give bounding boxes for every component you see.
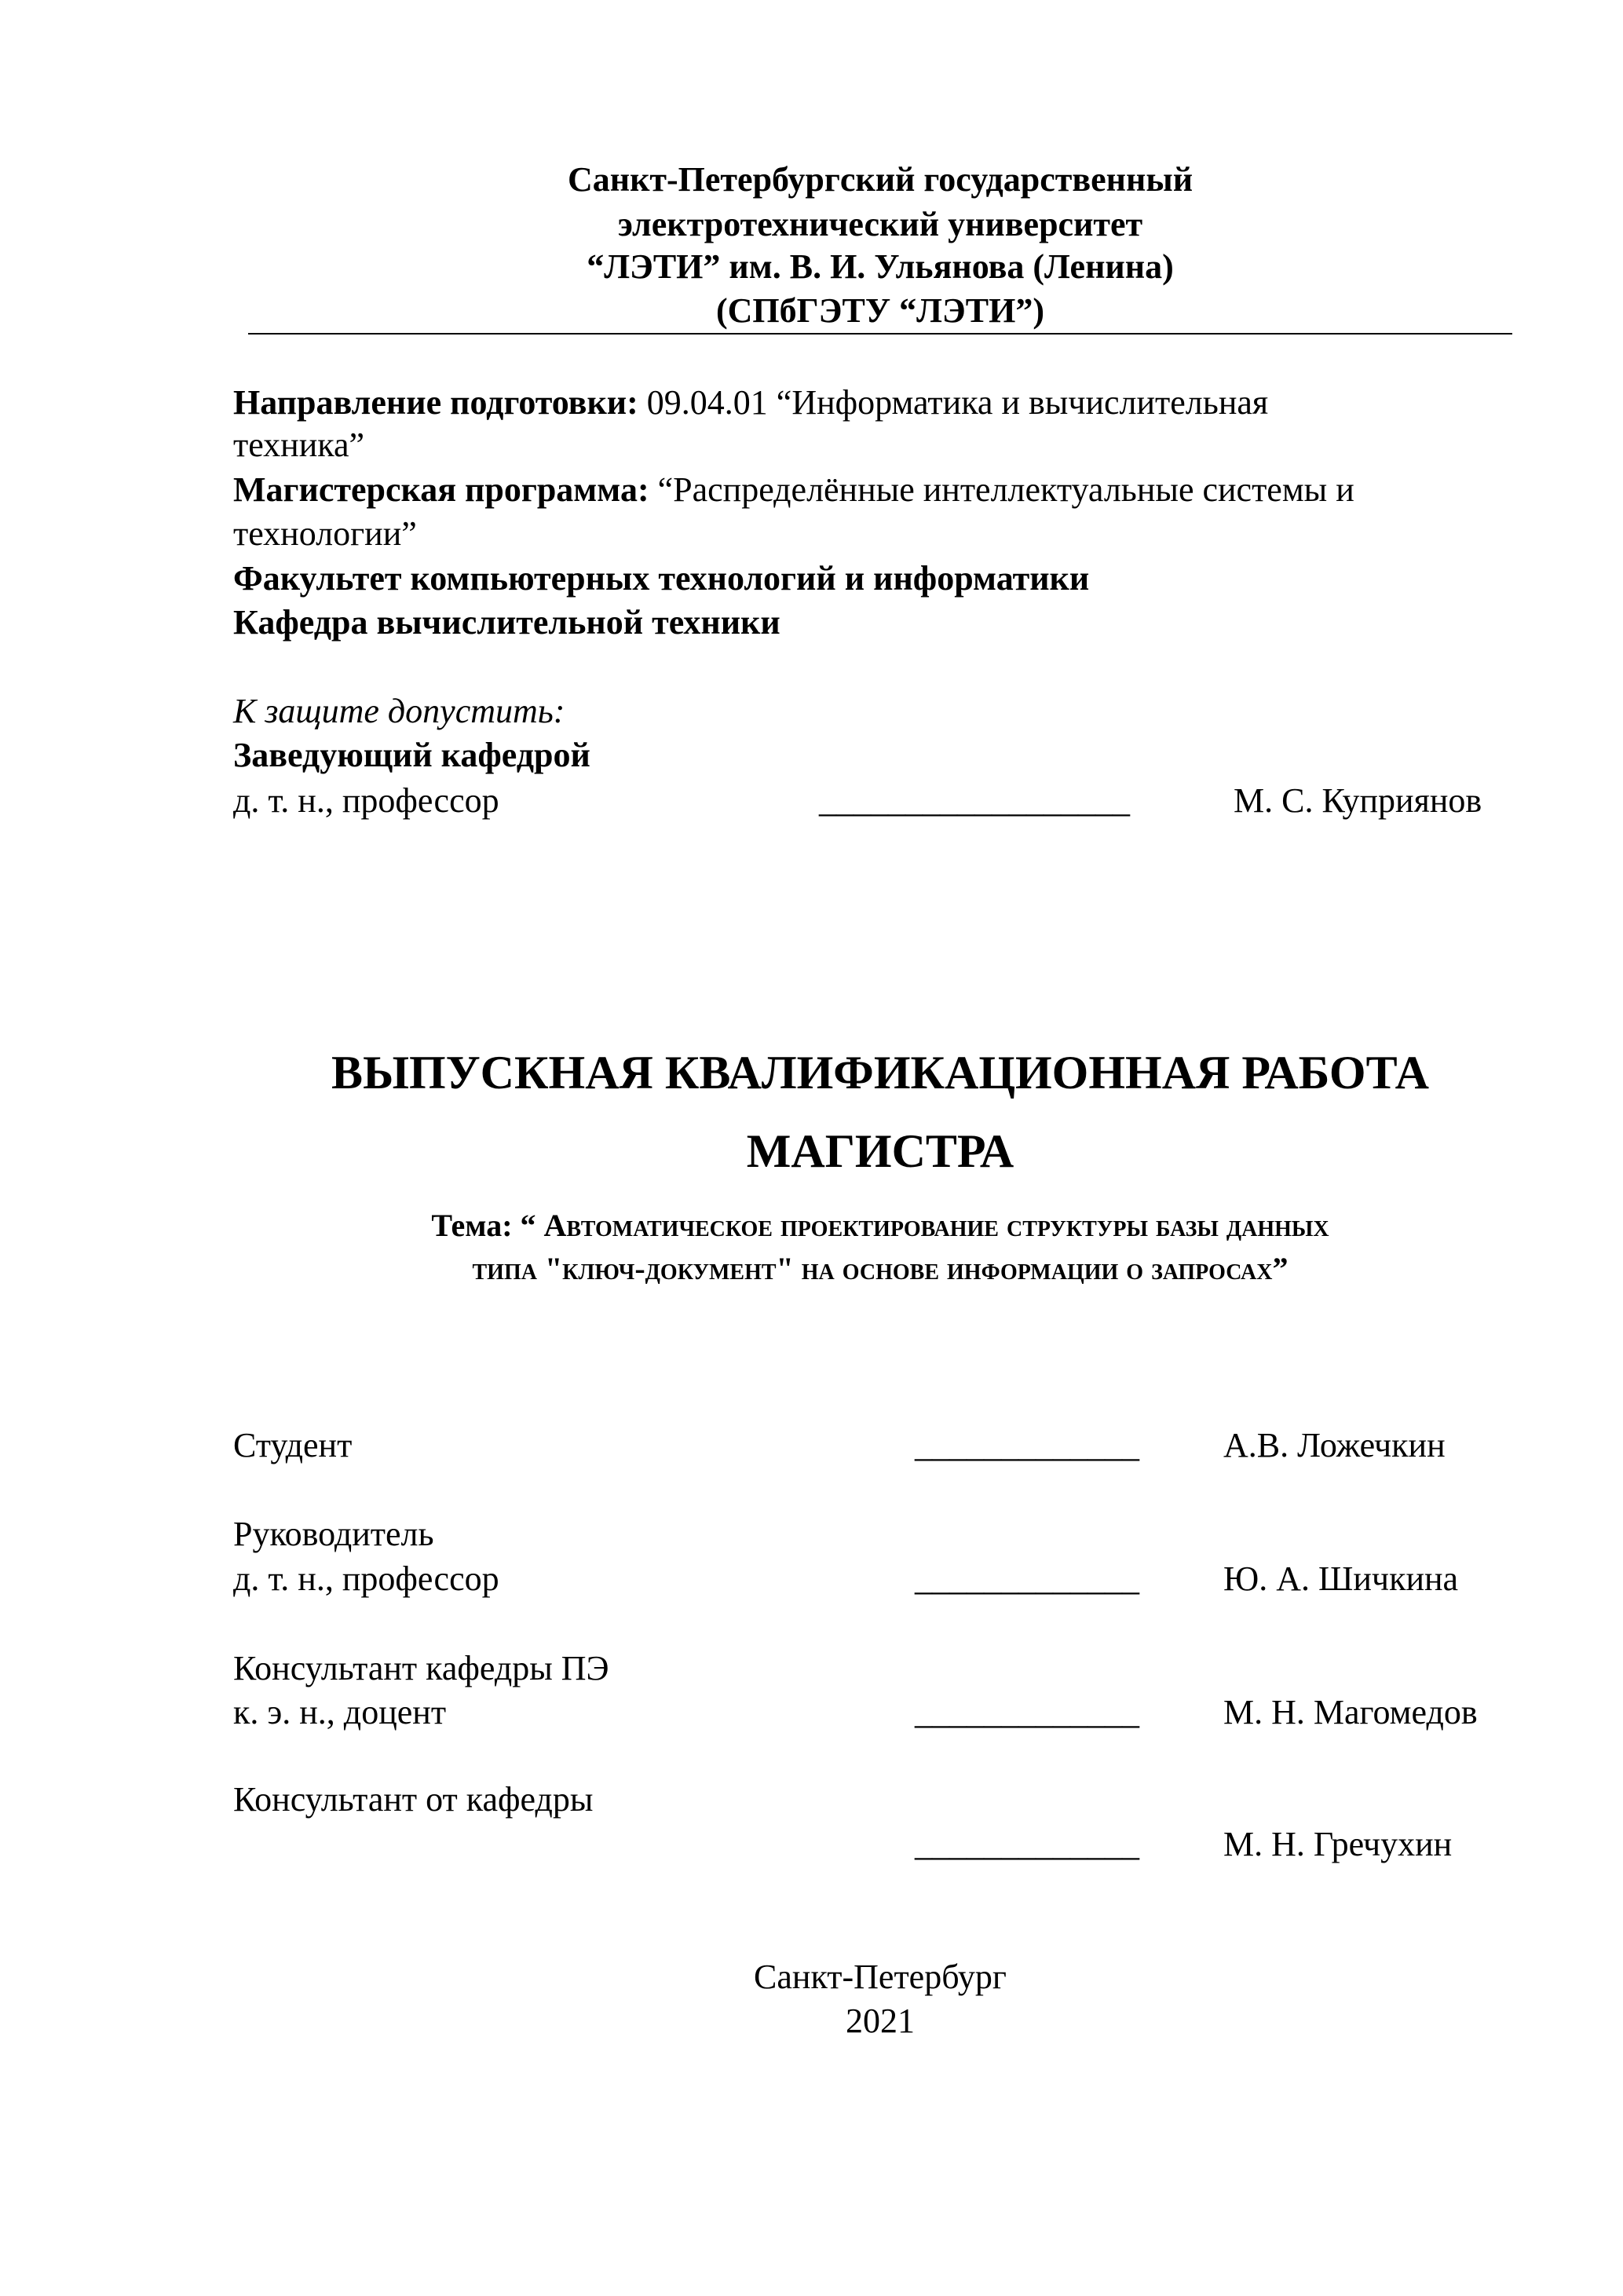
program-value: “Распределённые интеллектуальные системы и [649, 470, 1354, 509]
theme-text: “ Автоматическое проектирование структуры базы данных [512, 1208, 1329, 1243]
direction-value-cont: техника” [233, 426, 365, 464]
head-degree: д. т. н., профессор [233, 781, 499, 820]
university-name-line: “ЛЭТИ” им. В. И. Ульянова (Ленина) [587, 247, 1174, 286]
signature-line: _____________ [915, 1693, 1139, 1731]
consultant-pe-name: М. Н. Магомедов [1223, 1693, 1478, 1731]
title-line: ВЫПУСКНАЯ КВАЛИФИКАЦИОННАЯ РАБОТА [331, 1047, 1429, 1099]
header-divider [248, 333, 1512, 335]
program-label: Магистерская программа: [233, 470, 649, 509]
supervisor-degree: д. т. н., профессор [233, 1559, 499, 1598]
signature-line: _____________ [915, 1426, 1139, 1464]
direction-label: Направление подготовки: [233, 383, 638, 422]
city: Санкт-Петербург [754, 1958, 1007, 1996]
program-value-cont: технологии” [233, 514, 417, 553]
year: 2021 [846, 2002, 915, 2040]
consultant-pe-degree: к. э. н., доцент [233, 1693, 447, 1731]
program-line [233, 468, 1354, 512]
faculty: Факультет компьютерных технологий и информатики [233, 559, 1090, 598]
role-consultant-dept: Консультант от кафедры [233, 1780, 594, 1819]
direction-value: 09.04.01 “Информатика и вычислительная [638, 383, 1269, 422]
signature-line: _____________ [915, 1825, 1139, 1863]
university-name-line: Санкт-Петербургский государственный [567, 160, 1193, 199]
student-name: А.В. Ложечкин [1223, 1426, 1446, 1464]
role-student: Студент [233, 1426, 353, 1464]
signature-line: __________________ [819, 781, 1130, 820]
theme-line: типа "ключ-документ" на основе информации о запросах” [472, 1251, 1289, 1286]
consultant-dept-name: М. Н. Гречухин [1223, 1825, 1453, 1863]
signature-line: _____________ [915, 1559, 1139, 1598]
role-supervisor: Руководитель [233, 1515, 434, 1553]
university-name-line: электротехнический университет [617, 205, 1143, 243]
head-title: Заведующий кафедрой [233, 736, 590, 774]
title-line: МАГИСТРА [746, 1125, 1014, 1177]
head-name: М. С. Куприянов [1234, 781, 1482, 820]
university-abbreviation: (СПбГЭТУ “ЛЭТИ”) [716, 291, 1044, 330]
role-consultant-pe: Консультант кафедры ПЭ [233, 1649, 609, 1687]
theme-label: Тема: [431, 1208, 513, 1243]
supervisor-name: Ю. А. Шичкина [1223, 1559, 1459, 1598]
admit-label: К защите допустить: [233, 692, 565, 730]
department: Кафедра вычислительной техники [233, 603, 780, 642]
direction-line [233, 381, 1268, 425]
theme-line [248, 1204, 1512, 1248]
